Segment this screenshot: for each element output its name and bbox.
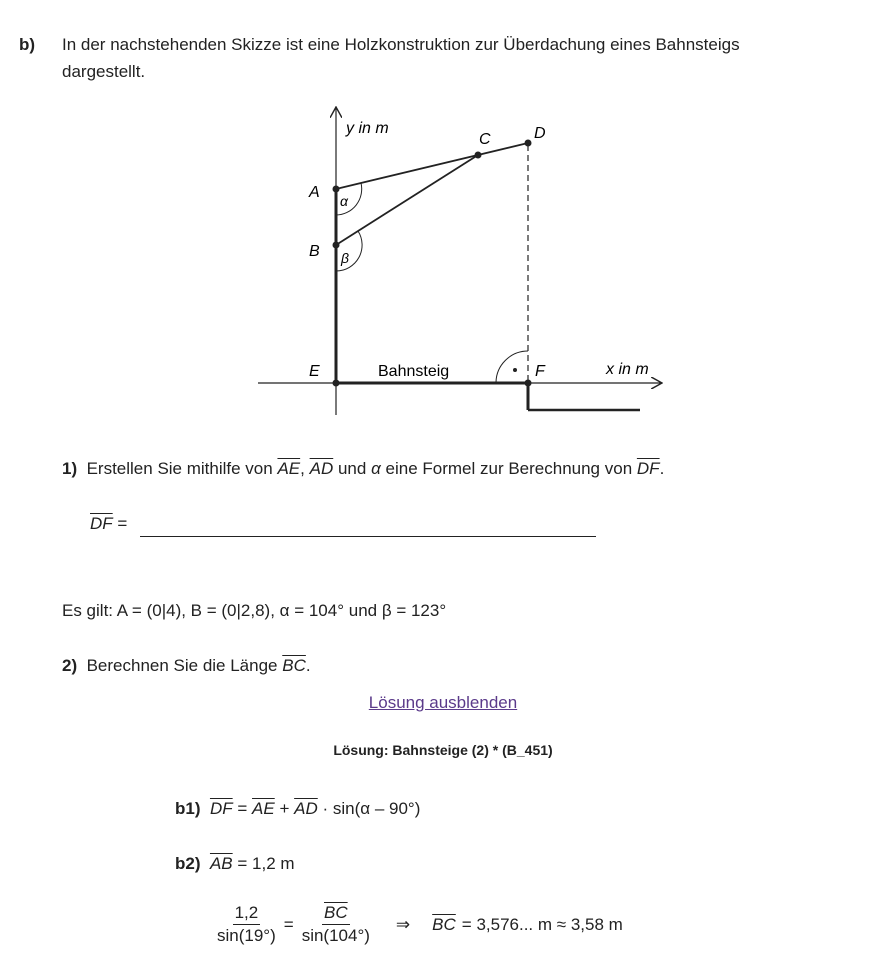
label-A: A (309, 184, 320, 201)
b2-rest: = 1,2 m (237, 854, 295, 873)
task1 (62, 458, 664, 480)
task1-text-pre: Erstellen Sie mithilfe von (86, 459, 273, 478)
label-F: F (535, 363, 545, 380)
sine-law-equation (215, 903, 623, 946)
toggle-solution-link[interactable]: Lösung ausblenden (368, 693, 518, 712)
fraction-1-den: sin(19°) (217, 926, 276, 945)
task2-text: Berechnen Sie die Länge (86, 656, 278, 675)
right-angle-arc (496, 351, 528, 383)
fraction-2 (300, 903, 372, 946)
right-angle-dot (513, 368, 517, 372)
task1-seg-ae: $\overline{AE}$ (277, 459, 301, 478)
given-values: Es gilt: A = (0|4), B = (0|2,8), α = 104° und β = 123° (62, 601, 447, 620)
task2 (62, 655, 311, 677)
fraction-2-num: $\overline{BC}$ (322, 903, 350, 925)
task2-end: . (305, 656, 311, 675)
answer-lhs: $\overline{DF}$ (90, 514, 113, 533)
point-D-dot (525, 140, 532, 147)
construction-sketch (0, 0, 880, 440)
label-B: B (309, 243, 320, 260)
result-bc: $\overline{BC}$ (432, 914, 456, 934)
b1-plus: + (279, 799, 290, 818)
answer-line-label (90, 513, 127, 535)
solution-title: Lösung: Bahnsteige (2) * (B_451) (333, 742, 553, 758)
result-value: = 3,576... m ≈ 3,58 m (461, 914, 623, 934)
label-D: D (534, 125, 546, 142)
task1-alpha: α (371, 459, 381, 478)
solution-b1 (175, 798, 420, 820)
answer-blank-line (140, 536, 596, 537)
point-E-dot (333, 380, 340, 387)
solution-toggle-wrap (0, 693, 880, 713)
intro-line-2: dargestellt. (62, 62, 146, 81)
fraction-1-num: 1,2 (233, 903, 261, 925)
b1-rest: · sin(α – 90°) (322, 799, 421, 818)
fraction-2-den: sin(104°) (301, 926, 370, 945)
b1-ae: $\overline{AE}$ (252, 799, 275, 818)
task1-text-post: eine Formel zur Berechnung von (385, 459, 633, 478)
answer-eq: = (117, 514, 128, 533)
task2-number: 2) (62, 656, 78, 675)
task2-seg-bc: $\overline{BC}$ (282, 656, 306, 675)
task1-seg-df: $\overline{DF}$ (636, 459, 660, 478)
task1-seg-ad: $\overline{AD}$ (309, 459, 334, 478)
label-alpha: α (340, 193, 348, 209)
x-axis-label: x in m (606, 361, 649, 378)
solution-b2 (175, 853, 295, 875)
b2-ab: $\overline{AB}$ (209, 854, 233, 873)
point-F-dot (525, 380, 532, 387)
point-B-dot (333, 242, 340, 249)
task1-text-mid: und (337, 459, 367, 478)
b1-eq: = (237, 799, 248, 818)
task1-end: . (659, 459, 665, 478)
label-beta: β (341, 250, 349, 266)
fraction-eq: = (283, 914, 294, 934)
b2-label: b2) (175, 854, 201, 873)
b1-label: b1) (175, 799, 201, 818)
label-platform: Bahnsteig (378, 363, 450, 380)
beam-BC (336, 155, 478, 245)
fraction-1 (215, 903, 278, 946)
label-C: C (479, 131, 491, 148)
b1-df: $\overline{DF}$ (209, 799, 233, 818)
b1-ad: $\overline{AD}$ (294, 799, 318, 818)
part-label: b) (19, 35, 36, 54)
implies-symbol: ⇒ (395, 914, 411, 934)
task1-number: 1) (62, 459, 78, 478)
y-axis-label: y in m (346, 120, 389, 137)
intro-line-1: In der nachstehenden Skizze ist eine Holzkonstruktion zur Überdachung eines Bahnsteigs (62, 35, 740, 54)
label-E: E (309, 363, 320, 380)
point-A-dot (333, 186, 340, 193)
beam-AD (336, 143, 528, 189)
task1-sep: , (300, 459, 305, 478)
point-C-dot (475, 152, 482, 159)
